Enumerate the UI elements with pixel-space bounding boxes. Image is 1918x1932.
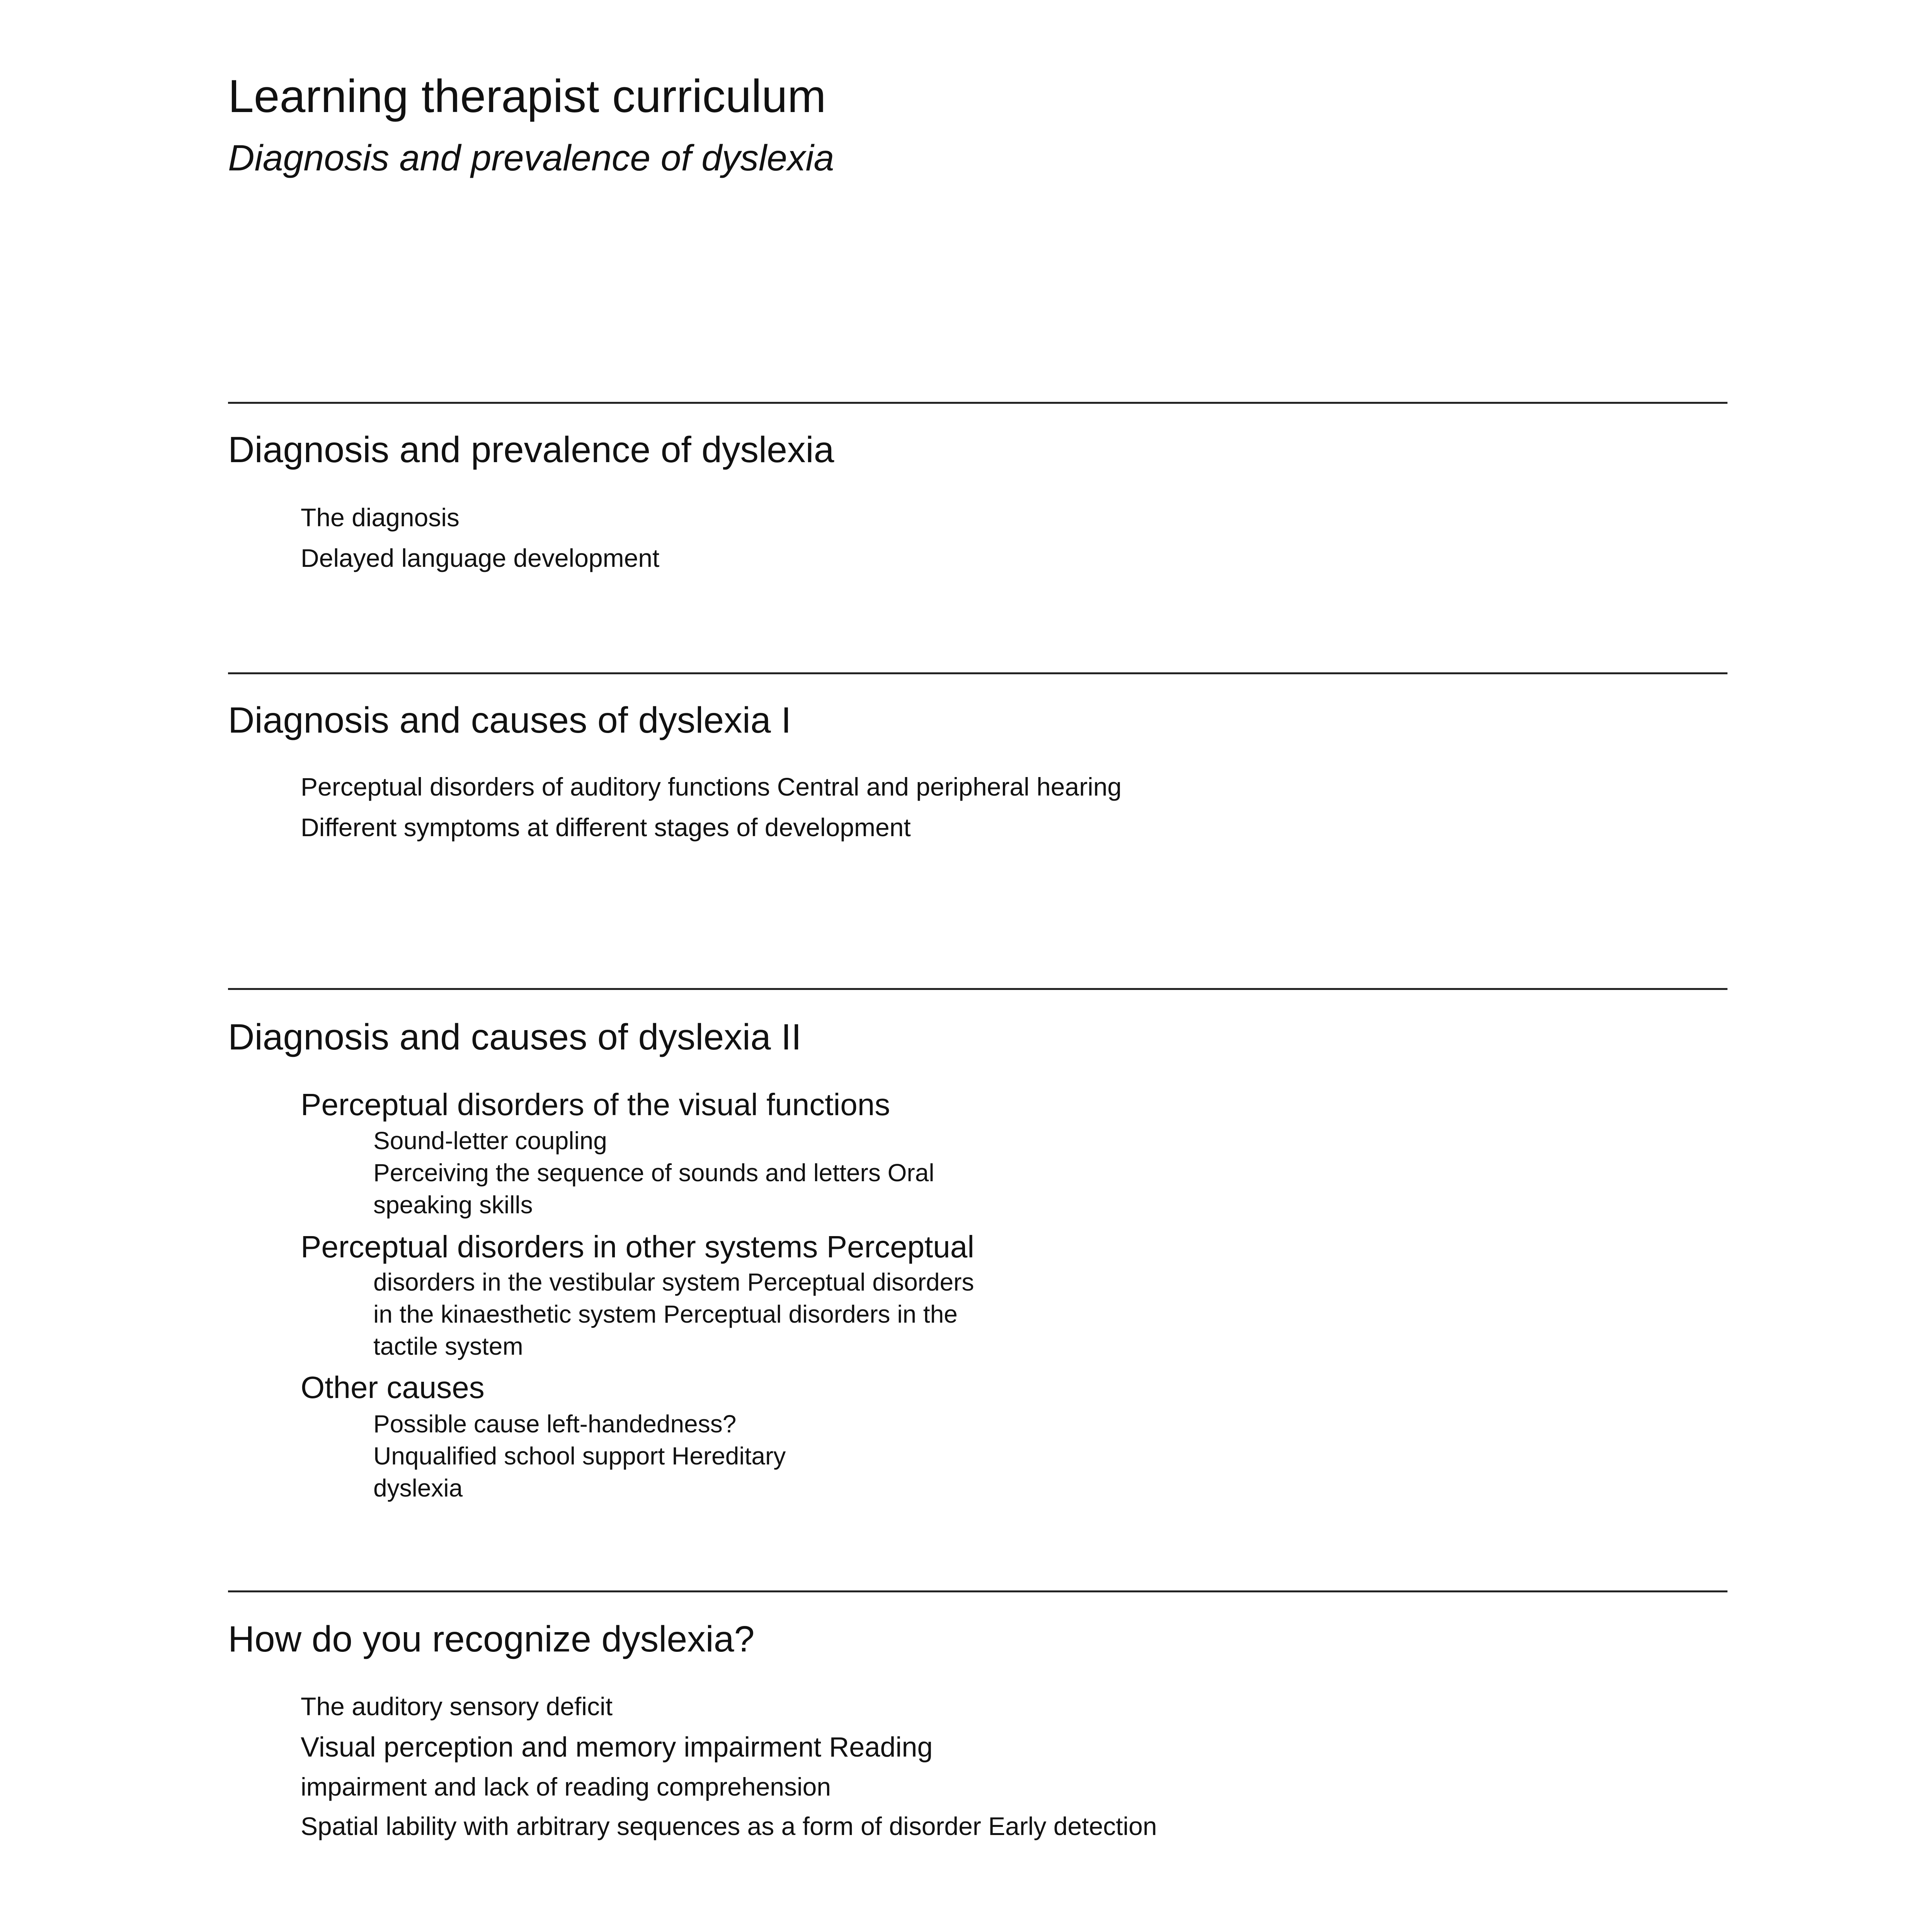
section-subline: dyslexia — [373, 1474, 463, 1502]
section-divider — [228, 1590, 1727, 1592]
section-line: The auditory sensory deficit — [301, 1692, 613, 1721]
section-subline: speaking skills — [373, 1191, 533, 1219]
section-title: Diagnosis and causes of dyslexia II — [228, 1017, 802, 1058]
section-line: Spatial lability with arbitrary sequences as a form of disorder Early detection — [301, 1812, 1157, 1840]
section-line: Perceptual disorders in other systems Perceptual — [301, 1230, 975, 1264]
section-line: Delayed language development — [301, 544, 660, 572]
section-divider — [228, 988, 1727, 990]
section-line: Visual perception and memory impairment Reading — [301, 1732, 933, 1763]
section-line: Different symptoms at different stages of development — [301, 813, 911, 842]
section-line: impairment and lack of reading comprehension — [301, 1772, 831, 1801]
section-subline: Perceiving the sequence of sounds and letters Oral — [373, 1159, 934, 1187]
section-subline: tactile system — [373, 1332, 523, 1360]
section-title: Diagnosis and causes of dyslexia I — [228, 700, 791, 741]
section-subline: in the kinaesthetic system Perceptual disorders in the — [373, 1300, 958, 1328]
section-title: How do you recognize dyslexia? — [228, 1619, 755, 1660]
section-subline: Sound-letter coupling — [373, 1127, 607, 1155]
section-line: Perceptual disorders of auditory functions Central and peripheral hearing — [301, 772, 1122, 801]
section-line: Other causes — [301, 1370, 485, 1405]
section-subline: Possible cause left-handedness? — [373, 1410, 737, 1438]
section-line: The diagnosis — [301, 503, 460, 532]
section-divider — [228, 672, 1727, 674]
section-divider — [228, 402, 1727, 404]
section-title: Diagnosis and prevalence of dyslexia — [228, 429, 834, 470]
document-title: Learning therapist curriculum — [228, 70, 826, 122]
section-subline: disorders in the vestibular system Perceptual disorders — [373, 1268, 974, 1296]
document-subtitle: Diagnosis and prevalence of dyslexia — [228, 138, 834, 179]
section-subline: Unqualified school support Hereditary — [373, 1442, 786, 1470]
section-line: Perceptual disorders of the visual functions — [301, 1087, 890, 1122]
